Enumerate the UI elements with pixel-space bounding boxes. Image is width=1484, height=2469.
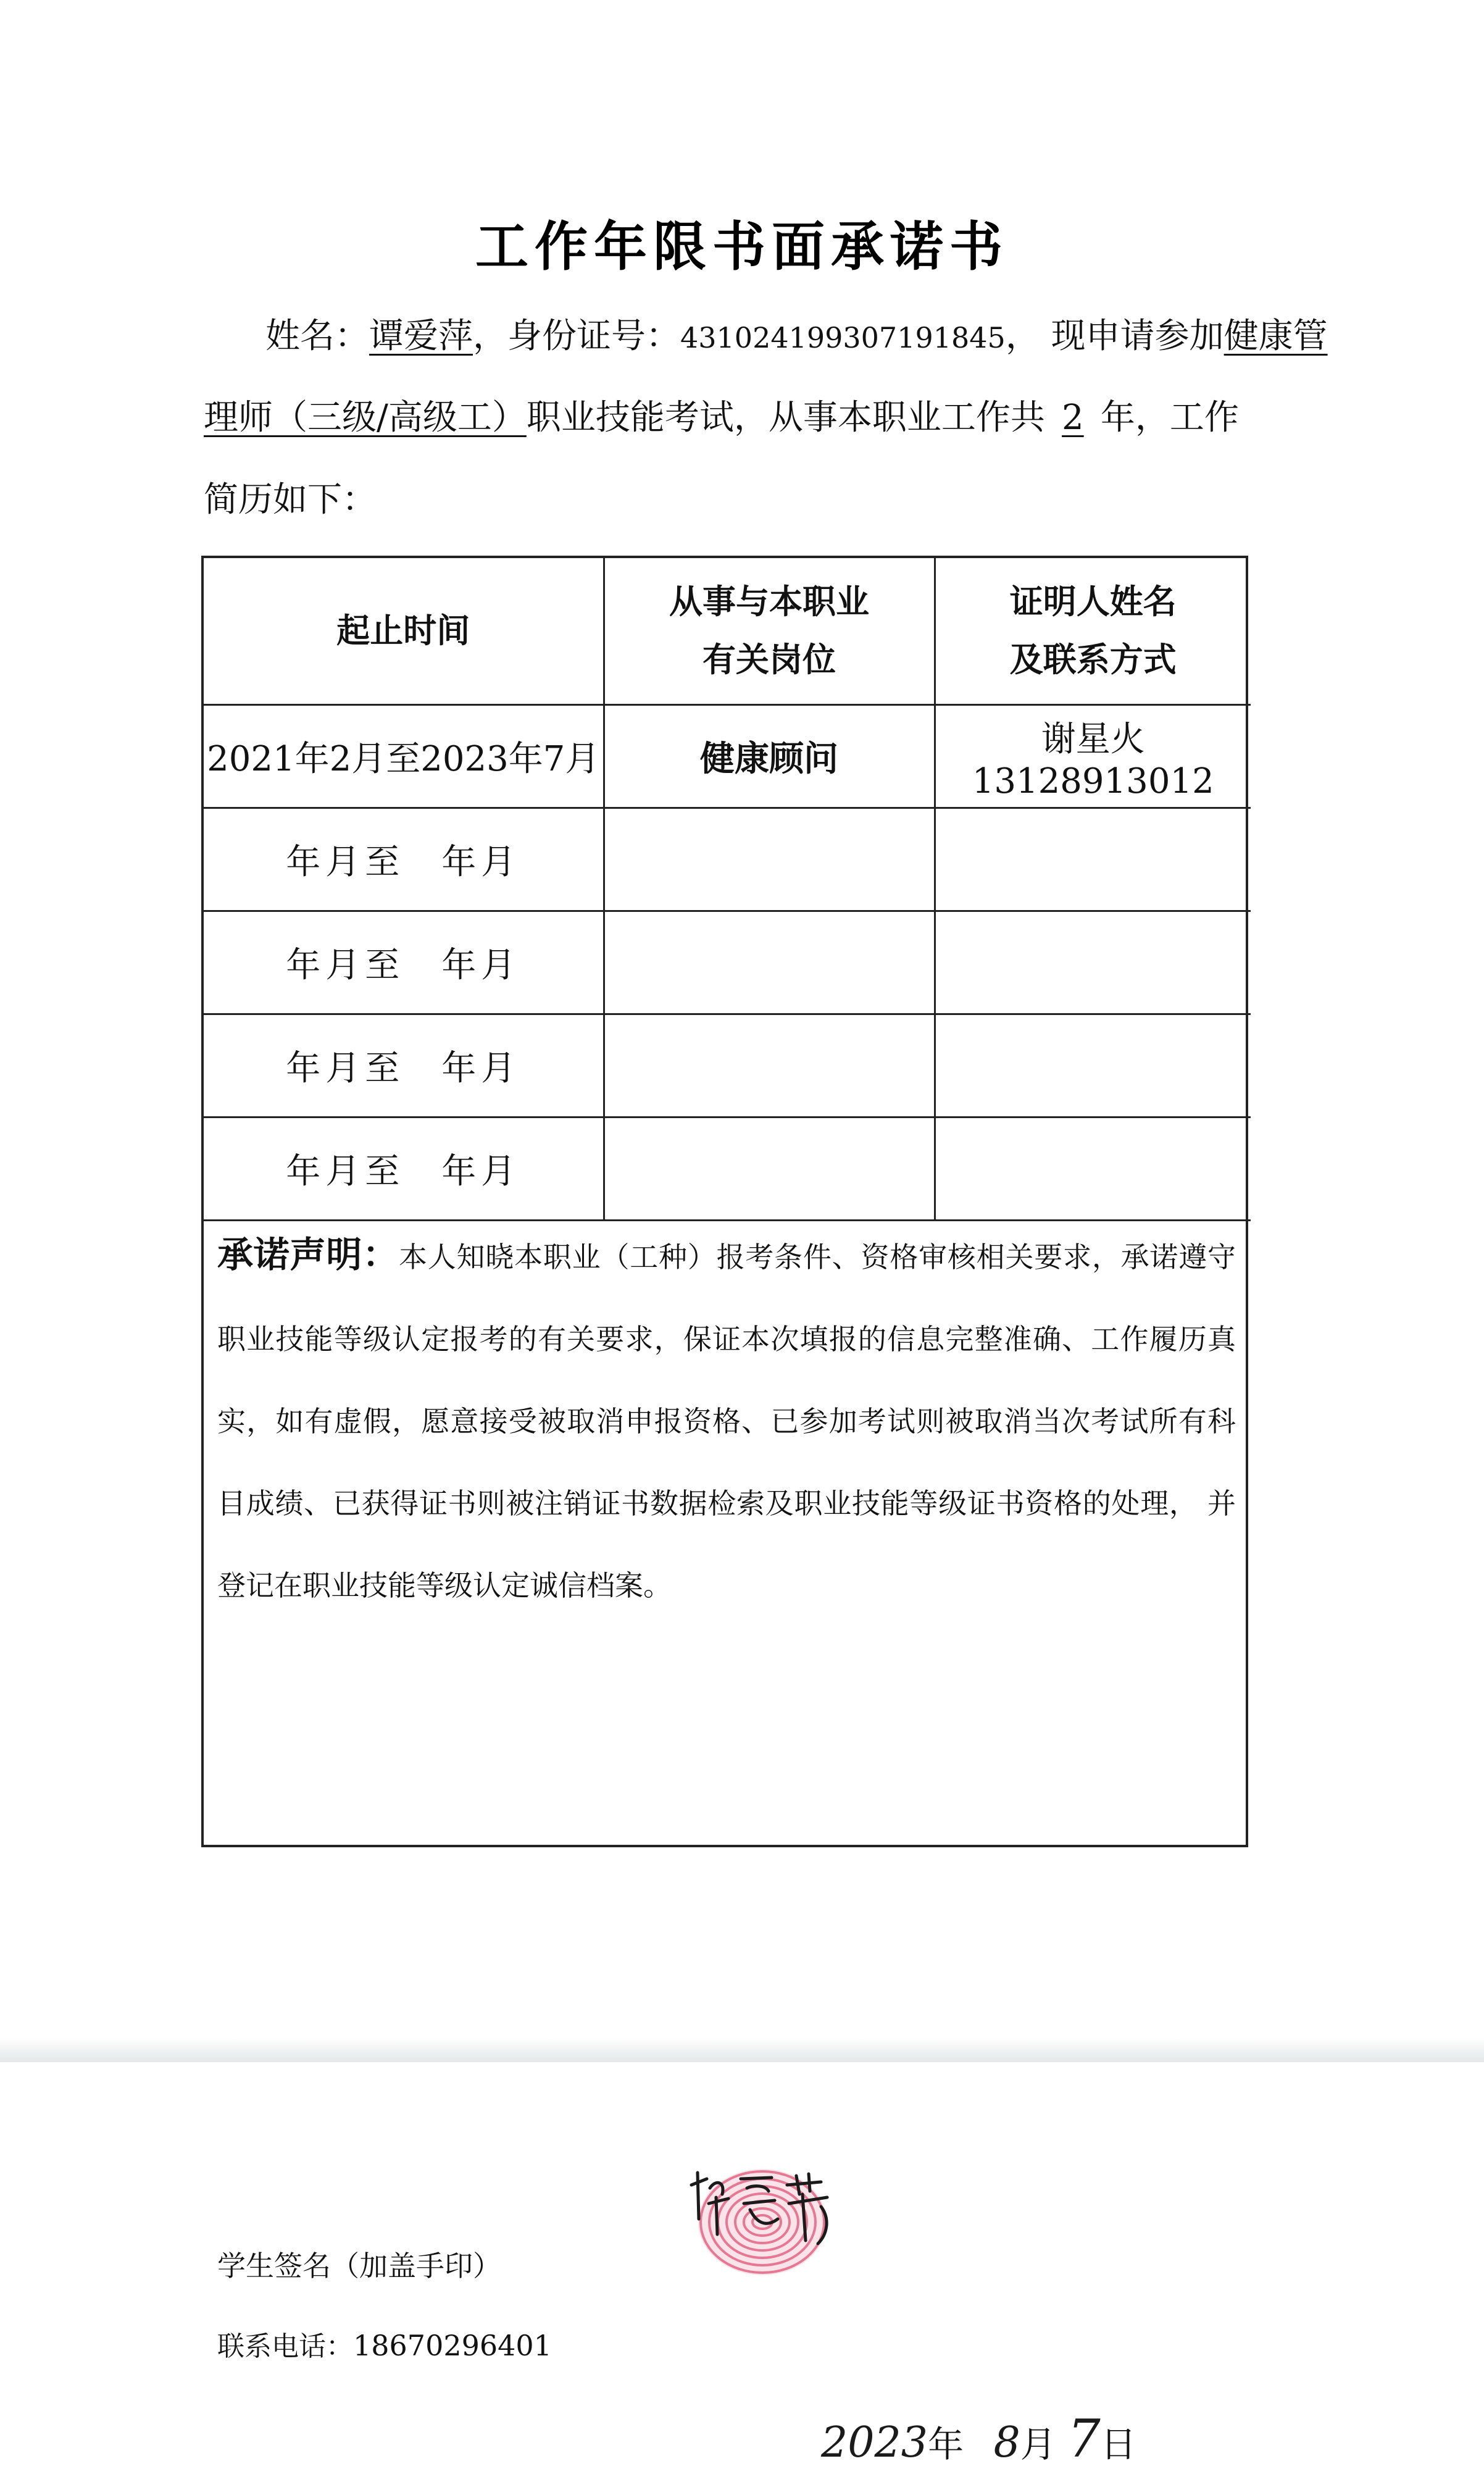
header-witness: 证明人姓名 及联系方式 [935,558,1251,705]
job-cell [604,911,935,1014]
date-year-unit: 年 [928,2423,964,2465]
occupation-part2: 理师（三级/高级工） [204,398,527,438]
date-month-unit: 月 [1020,2423,1056,2465]
intro-line-1 [265,315,1328,359]
table-row [204,1014,1251,1118]
job-cell [604,1014,935,1118]
declaration-text [217,1214,1236,1627]
period-cell: 年月至 年月 [204,911,604,1014]
apply-text: ， 现申请参加 [1005,316,1224,356]
handwritten-signature [679,2160,840,2253]
table-row [204,1118,1251,1221]
declaration-body: 本人知晓本职业（工种）报考条件、资格审核相关要求，承诺遵守职业技能等级认定报考的有关要求，保证本次填报的信息完整准确、工作履历真实，如有虚假，愿意接受被取消申报资格、已参加考试则被取消当次考试所有科目成绩、已获得证书则被注销证书数据检索及职业技能等级证书资格的处理， 并登记在职业技能等级认定诚信档案。 [217,1240,1236,1602]
declaration-heading: 承诺声明： [217,1234,399,1276]
scan-edge [0,2037,1484,2062]
name-label: 姓名： [265,316,369,356]
form-box [201,556,1248,2469]
header-period: 起止时间 [204,558,604,705]
signature-label: 学生签名（加盖手印） [217,2249,501,2283]
job-cell [604,1118,935,1221]
years-suffix: 年，工作 [1100,398,1239,438]
period-cell: 年月至 年月 [204,1014,604,1118]
contact-cell [935,1118,1251,1221]
contact-cell [935,1014,1251,1118]
contact-cell: 谢星火 13128913012 [935,705,1251,808]
period-cell: 年月至 年月 [204,1118,604,1221]
date-month: 8 [993,2418,1020,2467]
id-label: ，身份证号： [473,316,680,356]
phone-number: 18670296401 [353,2329,552,2362]
job-cell [604,808,935,911]
intro-line-3: 简历如下： [204,480,377,520]
document-title: 工作年限书面承诺书 [475,216,1009,278]
applicant-name: 谭爱萍 [369,316,473,356]
date-line [821,2408,1136,2469]
date-year: 2023 [821,2418,928,2467]
table-row [204,808,1251,911]
table-row [204,705,1251,808]
work-history-table [204,558,1251,1221]
exam-text: 职业技能考试，从事本职业工作共 [526,398,1045,438]
table-row [204,911,1251,1014]
years-value: 2 [1062,398,1084,438]
table-header-row [204,558,1251,705]
job-cell: 健康顾问 [604,705,935,808]
date-day-unit: 日 [1100,2423,1136,2465]
header-job: 从事与本职业 有关岗位 [604,558,935,705]
phone-label: 联系电话： [217,2331,353,2362]
date-day: 7 [1067,2408,1101,2469]
contact-cell [935,808,1251,911]
contact-cell [935,911,1251,1014]
occupation-part1: 健康管 [1223,316,1328,356]
period-cell: 2021年2月至2023年7月 [204,705,604,808]
intro-line-2 [204,396,1239,440]
period-cell: 年月至 年月 [204,808,604,911]
phone-line [217,2324,552,2363]
id-number: 431024199307191845 [680,321,1006,354]
